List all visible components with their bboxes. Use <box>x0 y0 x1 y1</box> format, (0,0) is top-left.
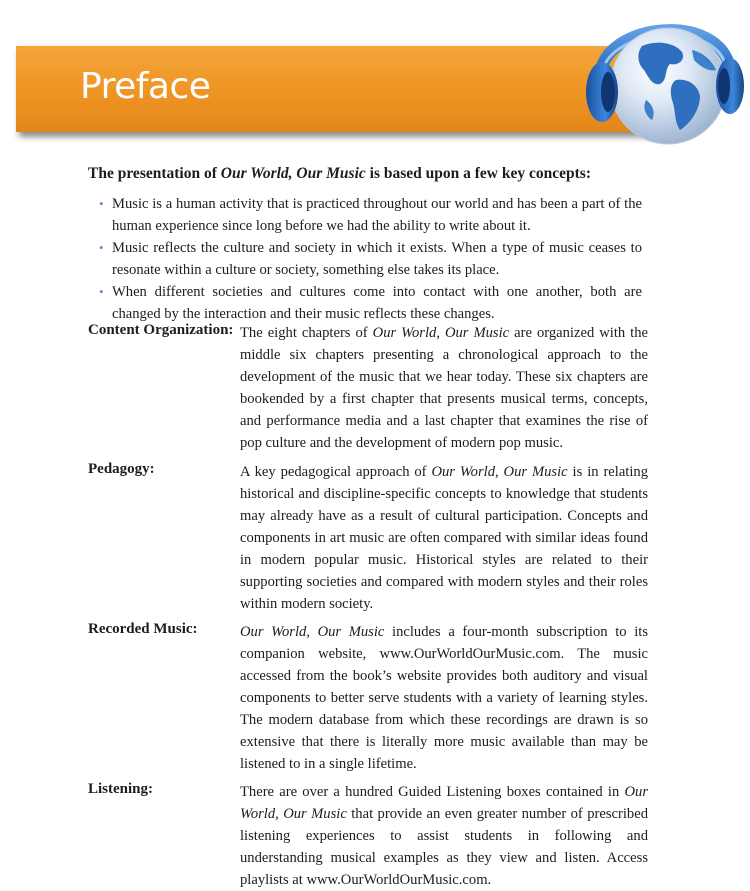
bullet-icon: • <box>99 196 104 211</box>
list-item: • When different societies and cultures come into contact with one another, both are changed by the interaction and their music reflects these changes. <box>112 281 642 325</box>
section-body: There are over a hundred Guided Listening boxes contained in Our World, Our Music that provide an even greater number of prescribed listening experiences to assist students in following and understanding musical examples as they view and listen. Access playlists at www.OurWorldOurMusic.com. <box>240 784 648 888</box>
globe-headphones-icon <box>572 0 750 160</box>
page-title: Preface <box>80 66 211 107</box>
book-title: Our World, Our Music <box>220 165 366 182</box>
bullet-icon: • <box>99 240 104 255</box>
section-body: A key pedagogical approach of Our World, Our Music is in relating historical and discipline-specific concepts to knowledge that students may already have as a result of cultural participation. Concepts and components in art music are often compared with similar ideas found in modern popular music. Historical styles are related to their supporting societies and compared with modern styles and their roles within modern society. <box>240 464 649 612</box>
header-banner <box>16 46 656 132</box>
list-item: • Music is a human activity that is practiced throughout our world and has been a part of the human experience since long before we had the ability to write about it. <box>112 193 642 237</box>
bullet-icon: • <box>99 284 104 299</box>
section-body: The eight chapters of Our World, Our Music are organized with the middle six chapters presenting a chronological approach to the development of the music that we hear today. These six chapters are bookended by a first chapter that presents musical terms, concepts, and performance media and a last chapter that examines the rise of pop culture and the development of modern pop music. <box>240 325 649 451</box>
section-label: Content Organization: <box>88 322 234 338</box>
section-label: Listening: <box>88 781 154 797</box>
list-item: • Music reflects the culture and society in which it exists. When a type of music ceases to resonate within a culture or society, something else takes its place. <box>112 237 642 281</box>
section-body: Our World, Our Music includes a four-month subscription to its companion website, www.OurWorldOurMusic.com. The music accessed from the book’s website provides both auditory and visual components to better serve students with a variety of learning styles. The modern database from which these recordings are drawn is so extensive that there is literally more music available than may be listened to in a single lifetime. <box>240 624 648 772</box>
intro-suffix: is based upon a few key concepts: <box>365 165 591 182</box>
key-concepts-list <box>99 193 642 325</box>
intro-prefix: The presentation of <box>88 165 221 182</box>
section-label: Recorded Music: <box>88 621 198 637</box>
intro-sentence <box>88 165 708 183</box>
section-label: Pedagogy: <box>88 461 155 477</box>
